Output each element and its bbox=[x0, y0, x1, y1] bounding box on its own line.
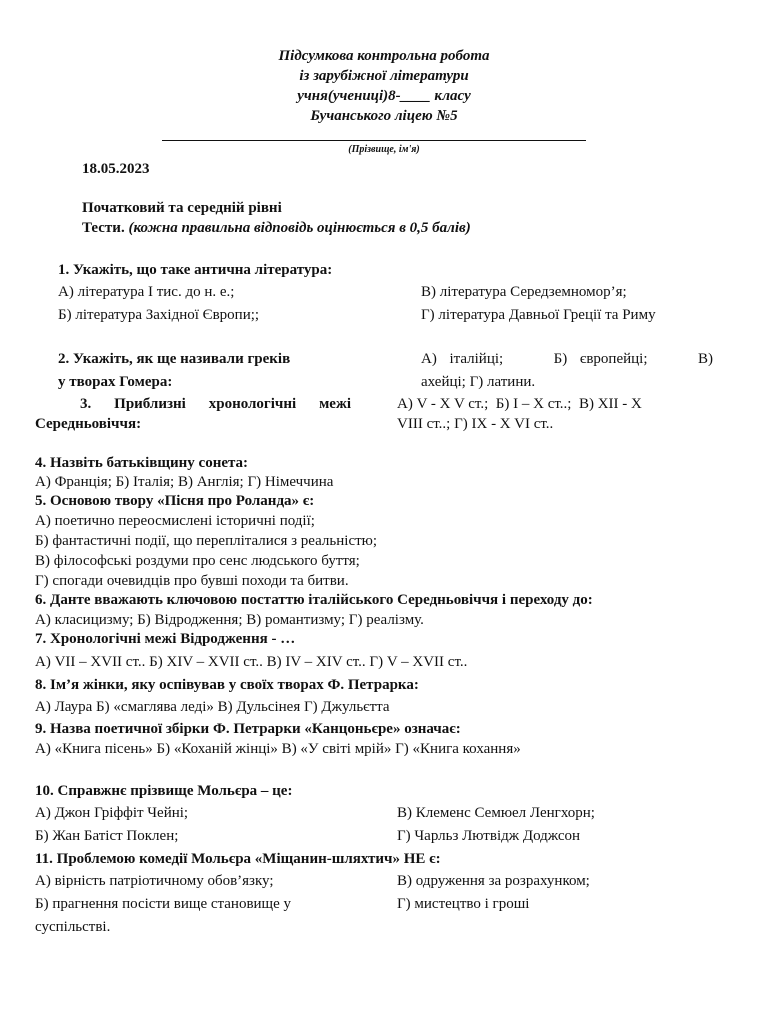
q2-answers-line-1: А) італійці; Б) європейці; В) bbox=[421, 351, 713, 367]
q5-answer-v: В) філософські роздуми про сенс людського буття; bbox=[35, 553, 360, 569]
q10-answer-b: Б) Жан Батіст Поклен; bbox=[35, 828, 179, 844]
q4-answers: А) Франція; Б) Італія; В) Англія; Г) Німеччина bbox=[35, 474, 334, 490]
q1-answer-b: Б) література Західної Європи;; bbox=[58, 307, 260, 323]
q4-question: 4. Назвіть батьківщину сонета: bbox=[35, 455, 249, 471]
q7-answers: А) VII – XVII ст.. Б) XIV – XVII ст.. В) IV – XIV ст.. Г) V – XVII ст.. bbox=[35, 654, 468, 670]
q11-answer-a: А) вірність патріотичному обов’язку; bbox=[35, 873, 274, 889]
q10-answer-v: В) Клеменс Семюел Ленгхорн; bbox=[397, 805, 595, 821]
q5-answer-g: Г) спогади очевидців про бувші походи та битви. bbox=[35, 573, 349, 589]
q11-answer-v: В) одруження за розрахунком; bbox=[397, 873, 590, 889]
q11-answer-b-line-1: Б) прагнення посісти вище становище у bbox=[35, 896, 292, 912]
q5-question: 5. Основою твору «Пісня про Роланда» є: bbox=[35, 493, 315, 509]
title-line-3: учня(учениці)8-____ класу bbox=[297, 88, 471, 104]
q11-answer-g: Г) мистецтво і гроші bbox=[397, 896, 530, 912]
q3-answers-line-1: А) V - X V ст.; Б) I – X ст..; В) XII - X bbox=[397, 396, 642, 412]
q9-answers: А) «Книга пісень» Б) «Коханій жінці» В) «У світі мрій» Г) «Книга кохання» bbox=[35, 741, 521, 757]
q8-answers: А) Лаура Б) «смаглява леді» В) Дульсінея Г) Джульєтта bbox=[35, 699, 390, 715]
q5-answer-a: А) поетично переосмислені історичні події; bbox=[35, 513, 315, 529]
title-line-4: Бучанського ліцею №5 bbox=[310, 108, 458, 124]
name-line bbox=[162, 140, 586, 141]
date: 18.05.2023 bbox=[82, 161, 150, 177]
q6-question: 6. Данте вважають ключовою постаттю італійського Середньовіччя і переходу до: bbox=[35, 592, 593, 608]
q3-question-line-2: Середньовіччя: bbox=[35, 416, 142, 432]
q9-question: 9. Назва поетичної збірки Ф. Петрарки «Канцоньєре» означає: bbox=[35, 721, 461, 737]
q2-question-line-1: 2. Укажіть, як ще називали греків bbox=[58, 351, 291, 367]
q1-answer-g: Г) література Давньої Греції та Риму bbox=[421, 307, 656, 323]
q6-answers: А) класицизму; Б) Відродження; В) романтизму; Г) реалізму. bbox=[35, 612, 424, 628]
q1-answer-a: А) література І тис. до н. е.; bbox=[58, 284, 235, 300]
q11-answer-b-line-2: суспільстві. bbox=[35, 919, 111, 935]
q2-answers-line-2: ахейці; Г) латини. bbox=[421, 374, 536, 390]
q1-question: 1. Укажіть, що таке антична література: bbox=[58, 262, 333, 278]
name-caption: (Прізвище, ім'я) bbox=[348, 144, 420, 155]
q10-answer-a: А) Джон Гріффіт Чейні; bbox=[35, 805, 189, 821]
title-line-2: із зарубіжної літератури bbox=[299, 68, 469, 84]
level-heading: Початковий та середній рівні bbox=[82, 200, 282, 216]
tests-heading bbox=[82, 219, 471, 237]
q10-question: 10. Справжнє прізвище Мольєра – це: bbox=[35, 783, 293, 799]
q3-answers-line-2: VIII ст..; Г) IX - X VI ст.. bbox=[397, 416, 554, 432]
q11-question: 11. Проблемою комедії Мольєра «Міщанин-шляхтич» НЕ є: bbox=[35, 851, 441, 867]
title-line-1: Підсумкова контрольна робота bbox=[278, 48, 490, 64]
q5-answer-b: Б) фантастичні події, що перепліталися з реальністю; bbox=[35, 533, 378, 549]
q10-answer-g: Г) Чарльз Лютвідж Доджсон bbox=[397, 828, 581, 844]
q2-question-line-2: у творах Гомера: bbox=[58, 374, 173, 390]
tests-note: (кожна правильна відповідь оцінюється в 0,5 балів) bbox=[128, 220, 471, 236]
q7-question: 7. Хронологічні межі Відродження - … bbox=[35, 631, 296, 647]
q1-answer-v: В) література Середземномор’я; bbox=[421, 284, 627, 300]
q3-question-line-1: 3. Приблизні хронологічні межі bbox=[80, 396, 351, 412]
tests-label: Тести. bbox=[82, 220, 125, 236]
q8-question: 8. Ім’я жінки, яку оспівував у своїх творах Ф. Петрарка: bbox=[35, 677, 419, 693]
